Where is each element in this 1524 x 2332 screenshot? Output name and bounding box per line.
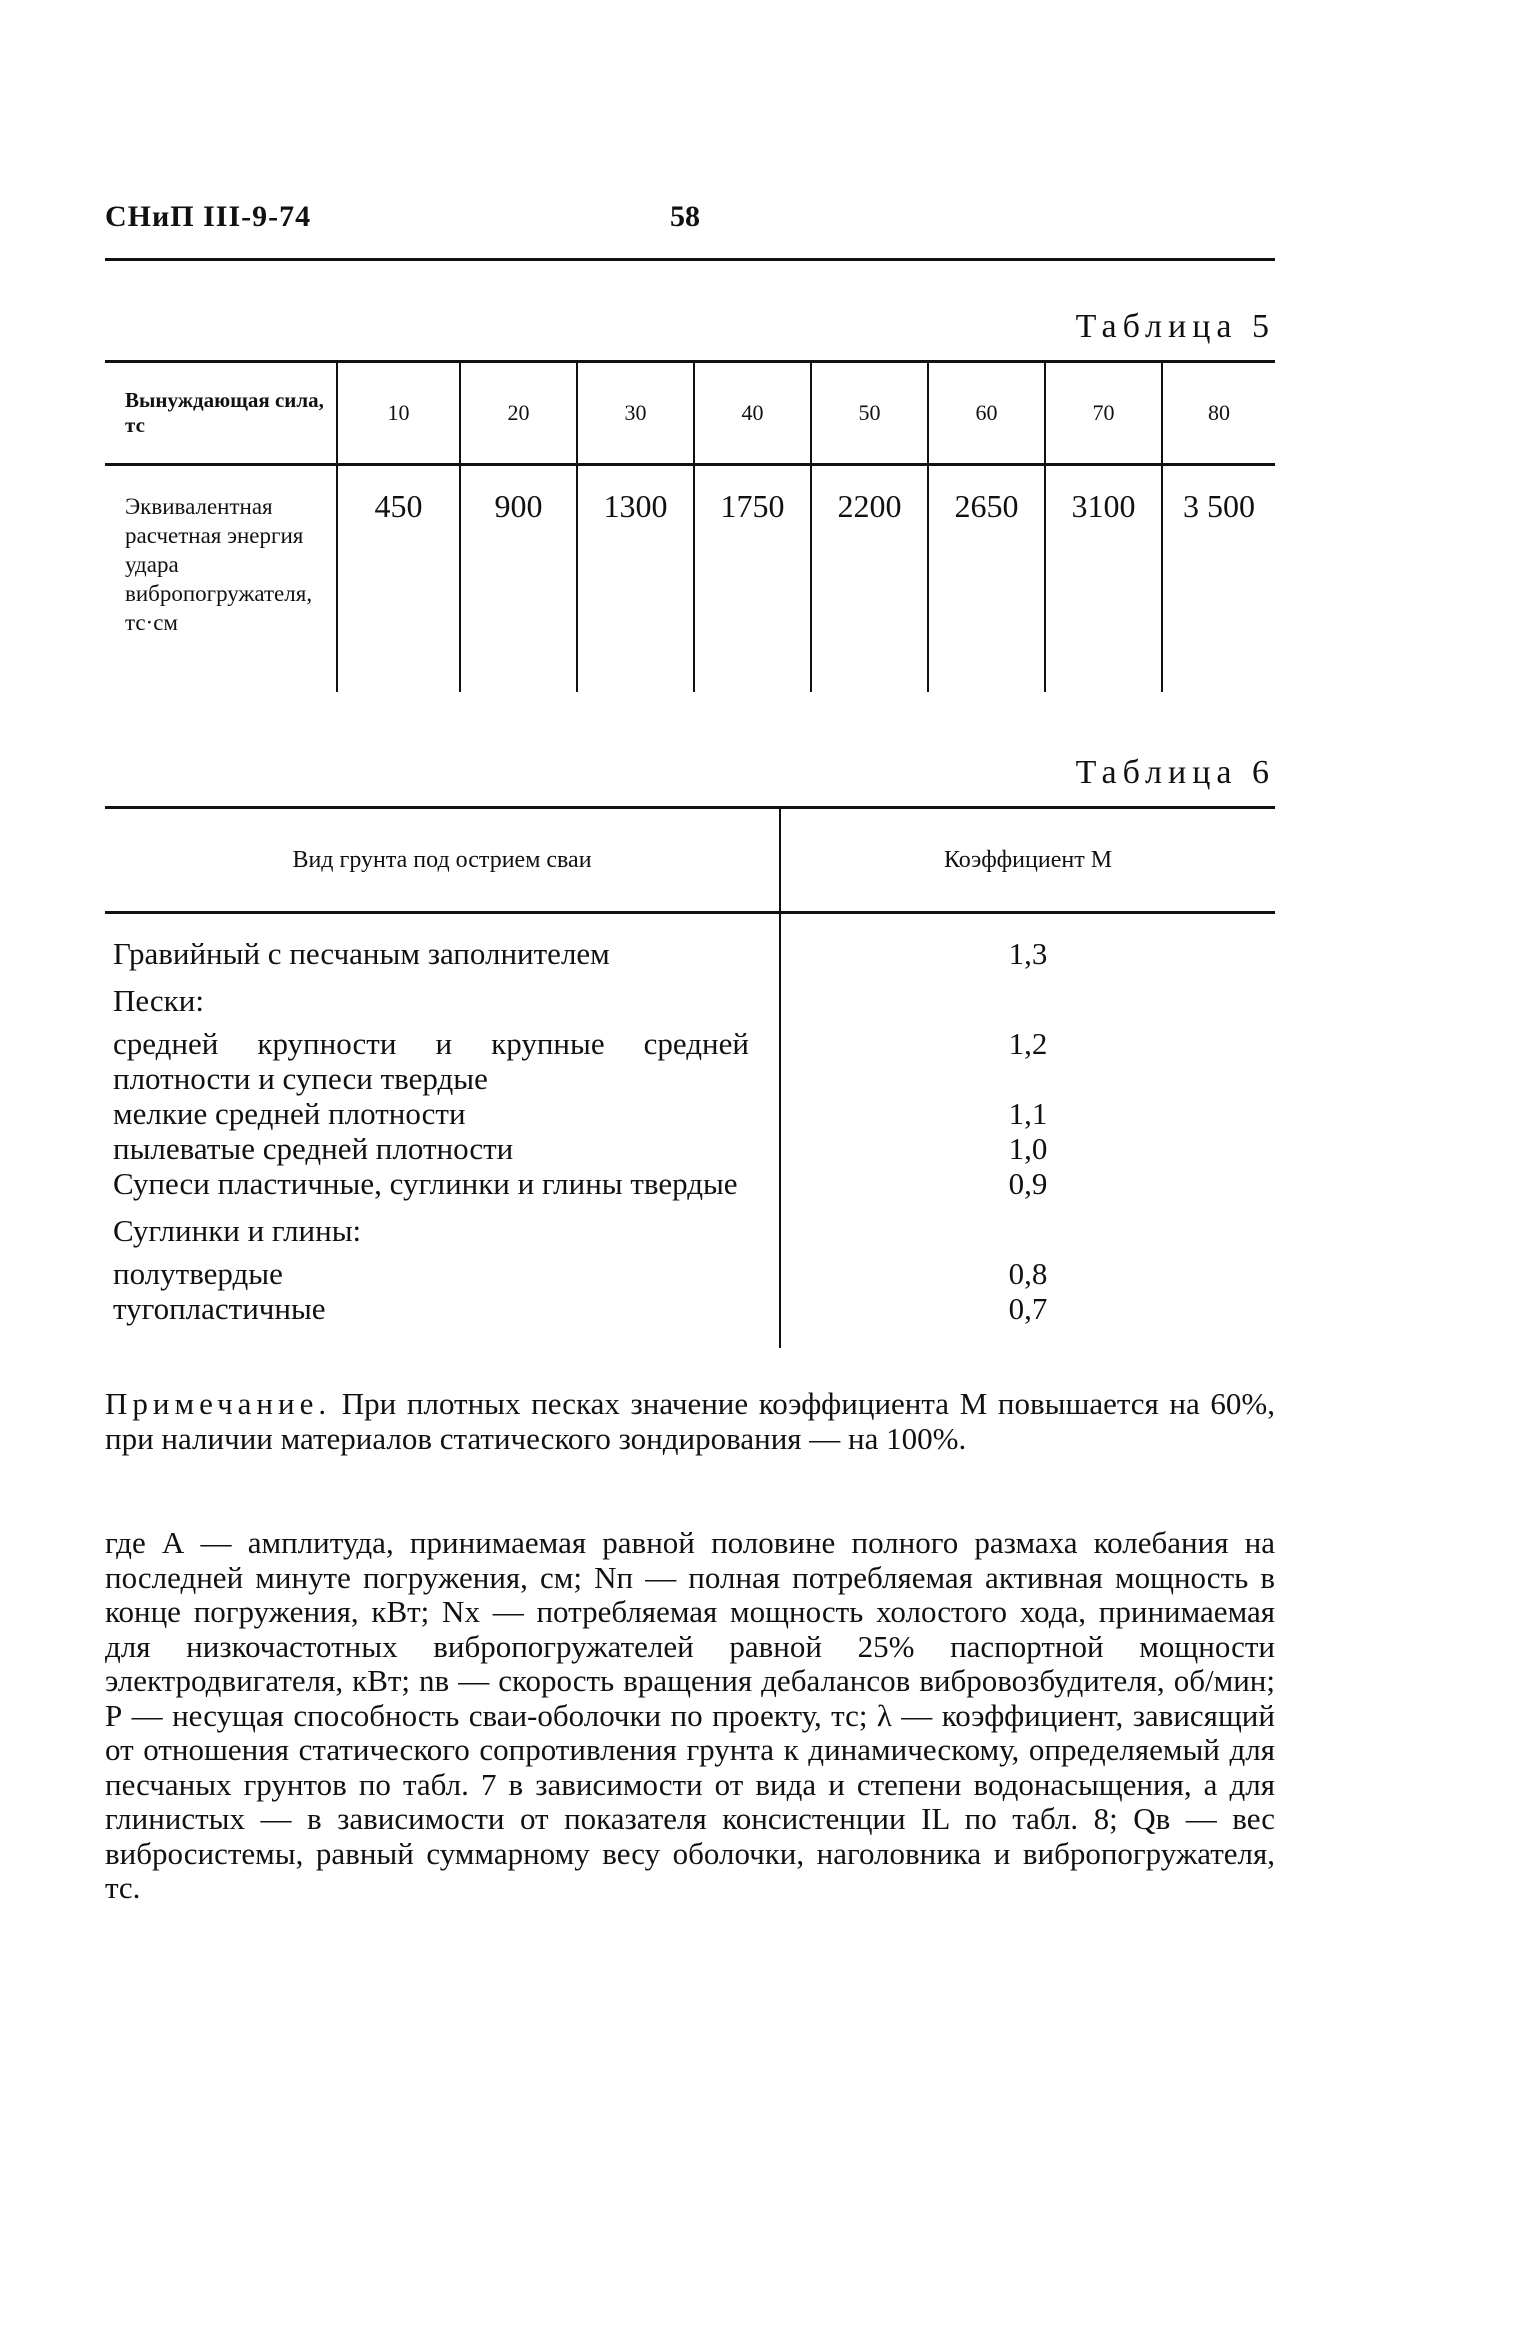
table6-header-row <box>105 808 1275 913</box>
table-6 <box>105 806 1275 1348</box>
table-row <box>105 1166 1275 1201</box>
table-row <box>105 913 1275 972</box>
coefficient-value: 1,3 <box>780 913 1275 972</box>
empty-cell <box>780 1201 1275 1248</box>
soil-type-label: средней крупности и крупные средней плотности и супеси твердые <box>113 1026 749 1096</box>
soil-type-label: пылеватые средней плотности <box>113 1131 514 1166</box>
table6-coefficient-header: Коэффициент М <box>780 808 1275 913</box>
soil-type-label: тугопластичные <box>113 1291 326 1326</box>
soil-type-label: мелкие средней плотности <box>113 1096 466 1131</box>
page-header <box>105 190 1275 260</box>
table5-force-cell: 40 <box>694 362 811 465</box>
soil-group-label: Суглинки и глины: <box>113 1213 362 1248</box>
coefficient-value: 0,8 <box>780 1248 1275 1291</box>
table5-energy-cell: 1750 <box>694 465 811 693</box>
table5-force-cell: 10 <box>337 362 460 465</box>
document-code: СНиП III-9-74 <box>105 200 312 233</box>
table6-note <box>105 1386 1275 1456</box>
table5-force-cell: 60 <box>928 362 1045 465</box>
table-row <box>105 1018 1275 1096</box>
table5-force-cell: 50 <box>811 362 928 465</box>
table5-energy-label: Эквивалентная расчетная энергия удара вибропогружателя, тс·см <box>125 494 313 635</box>
table5-energy-cell: 2200 <box>811 465 928 693</box>
table6-soil-header: Вид грунта под острием сваи <box>292 846 592 873</box>
header-rule <box>105 258 1275 261</box>
coefficient-value: 1,1 <box>780 1096 1275 1131</box>
coefficient-value: 1,2 <box>780 1018 1275 1096</box>
table5-energy-cell: 3100 <box>1045 465 1162 693</box>
table5-energy-cell: 3 500 <box>1162 465 1275 693</box>
soil-type-label: Супеси пластичные, суглинки и глины твердые <box>113 1166 738 1201</box>
table5-energy-cell: 2650 <box>928 465 1045 693</box>
page-number: 58 <box>670 200 700 233</box>
table5-title: Таблица 5 <box>1075 308 1275 345</box>
soil-group-label: Пески: <box>113 983 204 1018</box>
table5-energy-cell: 450 <box>337 465 460 693</box>
table5-energy-cell: 1300 <box>577 465 694 693</box>
table5-energy-row <box>105 465 1275 693</box>
soil-type-label: Гравийный с песчаным заполнителем <box>113 936 610 971</box>
note-text: При плотных песках значение коэффициента М повышается на 60%, при наличии материалов статического зондирования — на 100%. <box>105 1386 1275 1456</box>
table-row <box>105 971 1275 1018</box>
coefficient-value: 0,9 <box>780 1166 1275 1201</box>
table5-force-cell: 30 <box>577 362 694 465</box>
table5-energy-cell: 900 <box>460 465 577 693</box>
coefficient-value: 1,0 <box>780 1131 1275 1166</box>
note-label: Примечание. <box>105 1386 332 1421</box>
body-paragraph: где А — амплитуда, принимаемая равной половине полного размаха колебания на последней минуте погружения, см; Nп — полная потребляемая активная мощность в конце погружения, кВт; Nх — потребляемая мощность холостого хода, принимаемая для низкочастотных вибропогружателей равной 25% паспортной мощности электродвигателя, кВт; nв — скорость вращения дебалансов вибровозбудителя, об/мин; Р — несущая способность сваи-оболочки по проекту, тс; λ — коэффициент, зависящий от отношения статического сопротивления грунта к динамическому, определяемый для песчаных грунтов по табл. 7 в зависимости от вида и степени водонасыщения, а для глинистых — в зависимости от показателя консистенции IL по табл. 8; Qв — вес вибросистемы, равный суммарному весу оболочки, наголовника и вибропогружателя, тс. <box>105 1525 1275 1905</box>
coefficient-value: 0,7 <box>780 1291 1275 1348</box>
table5-force-cell: 20 <box>460 362 577 465</box>
table6-title: Таблица 6 <box>1075 754 1275 791</box>
table-row <box>105 1201 1275 1248</box>
document-page <box>105 190 1275 1937</box>
table5-force-cell: 70 <box>1045 362 1162 465</box>
table5-force-label: Вынуждающая сила, тс <box>125 388 324 437</box>
table-row <box>105 1291 1275 1348</box>
table-row <box>105 1096 1275 1131</box>
table5-force-cell: 80 <box>1162 362 1275 465</box>
table-5 <box>105 360 1275 692</box>
empty-cell <box>780 971 1275 1018</box>
soil-type-label: полутвердые <box>113 1256 283 1291</box>
table5-force-row <box>105 362 1275 465</box>
table-row <box>105 1131 1275 1166</box>
table-row <box>105 1248 1275 1291</box>
